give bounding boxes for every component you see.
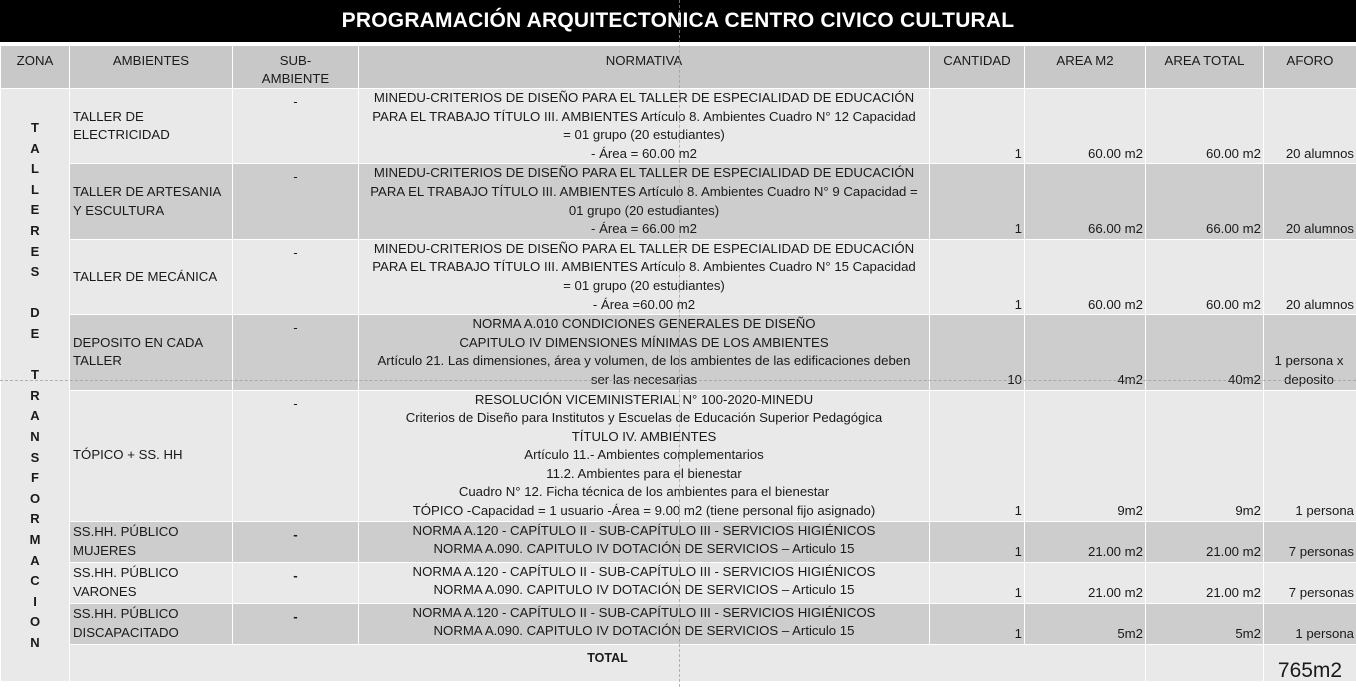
area-total-cell: 9m2 bbox=[1146, 390, 1264, 521]
aforo-text: 1 persona x deposito bbox=[1274, 353, 1344, 387]
area-cell: 21.00 m2 bbox=[1025, 562, 1146, 603]
area-total-cell: 40m2 bbox=[1146, 315, 1264, 390]
ambiente-cell: DEPOSITO EN CADA TALLER bbox=[70, 315, 233, 390]
normativa-text: NORMA A.120 - CAPÍTULO II - SUB-CAPÍTULO III - SERVICIOS HIGIÉNICOS NORMA A.090. CAPITULO IV DOTACIÓN DE SERVICIOS – Articulo 15 bbox=[412, 522, 876, 557]
cantidad-cell: 1 bbox=[930, 89, 1025, 164]
cantidad-cell: 1 bbox=[930, 562, 1025, 603]
normativa-cell bbox=[359, 390, 930, 521]
zone-label bbox=[1, 116, 69, 653]
zone-letter: A bbox=[30, 408, 40, 424]
zone-letter: I bbox=[33, 593, 37, 609]
total-blank-cell bbox=[1146, 644, 1264, 681]
sub-ambiente-cell: - bbox=[233, 164, 359, 239]
header-area-m2: AREA M2 bbox=[1025, 46, 1146, 89]
ambiente-cell: SS.HH. PÚBLICO DISCAPACITADO bbox=[70, 603, 233, 644]
normativa-cell bbox=[359, 164, 930, 239]
zone-letter: L bbox=[31, 181, 39, 197]
aforo-cell: 20 alumnos bbox=[1264, 89, 1356, 164]
guide-line-horizontal bbox=[0, 380, 1356, 381]
header-normativa: NORMATIVA bbox=[359, 46, 930, 89]
ambiente-cell: TALLER DE MECÁNICA bbox=[70, 239, 233, 314]
area-total-cell: 21.00 m2 bbox=[1146, 521, 1264, 562]
page-title: PROGRAMACIÓN ARQUITECTONICA CENTRO CIVICO CULTURAL bbox=[0, 0, 1356, 42]
normativa-cell bbox=[359, 89, 930, 164]
aforo-cell: 1 persona bbox=[1264, 603, 1356, 644]
ambiente-cell: TÓPICO + SS. HH bbox=[70, 390, 233, 521]
area-cell: 4m2 bbox=[1025, 315, 1146, 390]
cantidad-cell: 1 bbox=[930, 390, 1025, 521]
area-cell: 60.00 m2 bbox=[1025, 89, 1146, 164]
area-cell: 9m2 bbox=[1025, 390, 1146, 521]
normativa-text: RESOLUCIÓN VICEMINISTERIAL N° 100-2020-MINEDU Criterios de Diseño para Institutos y Escuelas de Educación Superior Pedagógica TÍTULO IV. AMBIENTES Artículo 11.- Ambientes complementarios 11.2. Ambientes para el bienestar Cuadro N° 12. Ficha técnica de los ambientes para el bienestar TÓPICO -Capacidad = 1 usuario -Área = 9.00 m2 (tiene personal fijo asignado) bbox=[405, 391, 883, 519]
area-cell: 21.00 m2 bbox=[1025, 521, 1146, 562]
architectural-program-table bbox=[0, 45, 1356, 682]
normativa-cell bbox=[359, 315, 930, 390]
zone-cell bbox=[1, 89, 70, 682]
area-cell: 60.00 m2 bbox=[1025, 239, 1146, 314]
header-ambientes: AMBIENTES bbox=[70, 46, 233, 89]
header-aforo: AFORO bbox=[1264, 46, 1356, 89]
ambiente-cell: TALLER DE ARTESANIA Y ESCULTURA bbox=[70, 164, 233, 239]
area-total-cell: 60.00 m2 bbox=[1146, 239, 1264, 314]
cantidad-cell: 10 bbox=[930, 315, 1025, 390]
area-total-cell: 21.00 m2 bbox=[1146, 562, 1264, 603]
normativa-text: NORMA A.010 CONDICIONES GENERALES DE DISEÑO CAPITULO IV DIMENSIONES MÍNIMAS DE LOS AMBIENTES Artículo 21. Las dimensiones, área y volumen, de los ambientes de las edificaciones deben ser las necesarias bbox=[377, 316, 911, 387]
zone-letter: R bbox=[30, 511, 40, 527]
area-total-cell: 66.00 m2 bbox=[1146, 164, 1264, 239]
normativa-text: MINEDU-CRITERIOS DE DISEÑO PARA EL TALLER DE ESPECIALIDAD DE EDUCACIÓN PARA EL TRABAJO TÍTULO III. AMBIENTES Artículo 8. Ambientes Cuadro N° 9 Capacidad = 01 grupo (20 estudiantes) - Área = 66.00 m2 bbox=[370, 165, 918, 237]
zone-letter: S bbox=[30, 264, 40, 280]
sub-ambiente-cell: - bbox=[233, 89, 359, 164]
header-cantidad: CANTIDAD bbox=[930, 46, 1025, 89]
zone-letter: R bbox=[30, 223, 40, 239]
zone-letter: R bbox=[30, 387, 40, 403]
zone-letter: T bbox=[31, 120, 39, 136]
ambiente-cell: SS.HH. PÚBLICO VARONES bbox=[70, 562, 233, 603]
normativa-text: MINEDU-CRITERIOS DE DISEÑO PARA EL TALLER DE ESPECIALIDAD DE EDUCACIÓN PARA EL TRABAJO TÍTULO III. AMBIENTES Artículo 8. Ambientes Cuadro N° 15 Capacidad = 01 grupo (20 estudiantes) - Área =60.00 m2 bbox=[372, 240, 916, 312]
zone-letter: L bbox=[31, 161, 39, 177]
sub-ambiente-cell: - bbox=[233, 315, 359, 390]
cantidad-cell: 1 bbox=[930, 164, 1025, 239]
total-value: 765m2 bbox=[1264, 644, 1356, 681]
zone-letter: O bbox=[29, 490, 41, 506]
zone-letter bbox=[33, 283, 37, 304]
ambiente-cell: SS.HH. PÚBLICO MUJERES bbox=[70, 521, 233, 562]
normativa-text: NORMA A.120 - CAPÍTULO II - SUB-CAPÍTULO III - SERVICIOS HIGIÉNICOS NORMA A.090. CAPITULO IV DOTACIÓN DE SERVICIOS – Articulo 15 bbox=[412, 563, 876, 598]
area-cell: 5m2 bbox=[1025, 603, 1146, 644]
zone-letter: N bbox=[30, 429, 40, 445]
zone-letter: A bbox=[30, 552, 40, 568]
zone-letter: E bbox=[30, 202, 40, 218]
area-total-cell: 5m2 bbox=[1146, 603, 1264, 644]
zone-letter: D bbox=[30, 305, 40, 321]
header-sub-ambiente bbox=[233, 46, 359, 89]
aforo-cell: 7 personas bbox=[1264, 562, 1356, 603]
normativa-cell bbox=[359, 239, 930, 314]
aforo-cell: 1 persona bbox=[1264, 390, 1356, 521]
cantidad-cell: 1 bbox=[930, 521, 1025, 562]
sub-ambiente-cell: - bbox=[233, 603, 359, 644]
sub-ambiente-cell: - bbox=[233, 562, 359, 603]
total-label: TOTAL bbox=[70, 644, 1146, 681]
cantidad-cell: 1 bbox=[930, 239, 1025, 314]
zone-letter: E bbox=[30, 243, 40, 259]
zone-letter: E bbox=[30, 326, 40, 342]
zone-letter: S bbox=[30, 449, 40, 465]
aforo-cell: 7 personas bbox=[1264, 521, 1356, 562]
zone-letter: A bbox=[30, 140, 40, 156]
header-area-total: AREA TOTAL bbox=[1146, 46, 1264, 89]
zone-letter bbox=[33, 345, 37, 366]
header-sub-ambiente-text: SUB-AMBIENTE bbox=[261, 53, 330, 86]
area-total-cell: 60.00 m2 bbox=[1146, 89, 1264, 164]
ambiente-cell: TALLER DE ELECTRICIDAD bbox=[70, 89, 233, 164]
sub-ambiente-cell: - bbox=[233, 390, 359, 521]
sub-ambiente-cell: - bbox=[233, 239, 359, 314]
area-cell: 66.00 m2 bbox=[1025, 164, 1146, 239]
header-zona: ZONA bbox=[1, 46, 70, 89]
cantidad-cell: 1 bbox=[930, 603, 1025, 644]
zone-letter: M bbox=[29, 531, 41, 547]
aforo-cell bbox=[1264, 315, 1356, 390]
guide-line-vertical bbox=[679, 0, 680, 687]
aforo-cell: 20 alumnos bbox=[1264, 239, 1356, 314]
normativa-cell bbox=[359, 562, 930, 603]
zone-letter: T bbox=[31, 367, 39, 383]
sub-ambiente-cell: - bbox=[233, 521, 359, 562]
normativa-text: NORMA A.120 - CAPÍTULO II - SUB-CAPÍTULO III - SERVICIOS HIGIÉNICOS NORMA A.090. CAPITULO IV DOTACIÓN DE SERVICIOS – Articulo 15 bbox=[412, 604, 876, 639]
normativa-cell bbox=[359, 521, 930, 562]
normativa-cell bbox=[359, 603, 930, 644]
aforo-cell: 20 alumnos bbox=[1264, 164, 1356, 239]
zone-letter: O bbox=[29, 614, 41, 630]
zone-letter: F bbox=[31, 470, 39, 486]
zone-letter: C bbox=[30, 573, 40, 589]
normativa-text: MINEDU-CRITERIOS DE DISEÑO PARA EL TALLER DE ESPECIALIDAD DE EDUCACIÓN PARA EL TRABAJO TÍTULO III. AMBIENTES Artículo 8. Ambientes Cuadro N° 12 Capacidad = 01 grupo (20 estudiantes) - Área = 60.00 m2 bbox=[372, 90, 916, 161]
zone-letter: N bbox=[30, 634, 40, 650]
